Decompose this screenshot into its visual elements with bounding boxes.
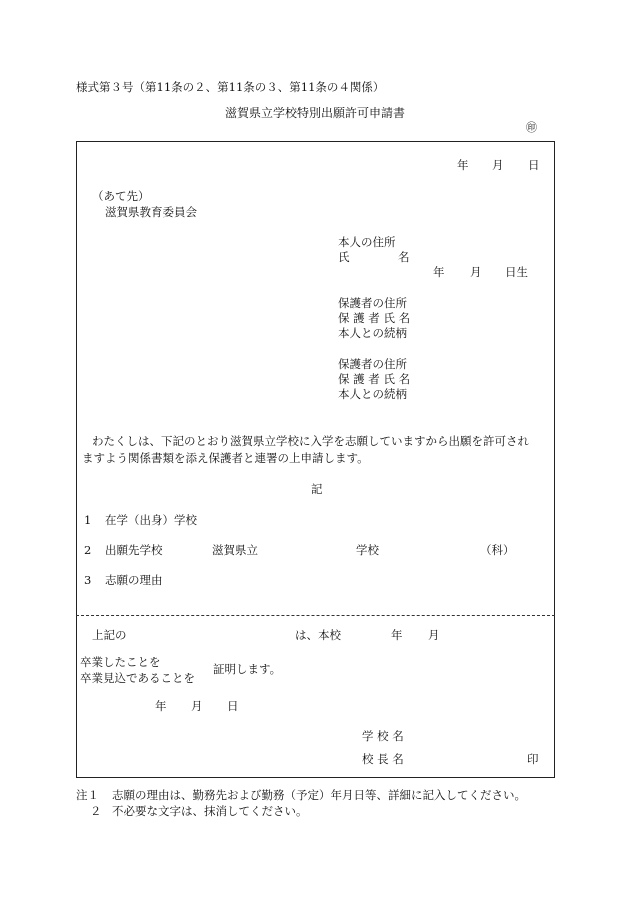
principal-name-label: 校 長 名	[362, 752, 404, 766]
certificate-date-year: 年	[155, 699, 167, 713]
applicant-name-label-1: 氏	[338, 250, 350, 264]
item-1-number: 1	[84, 513, 92, 527]
date-year-label: 年	[457, 158, 469, 172]
addressee-label: （あて先）	[92, 189, 150, 203]
birth-month-label: 月	[470, 265, 482, 279]
date-day-label: 日	[528, 158, 540, 172]
certificate-month: 月	[428, 628, 440, 642]
item-2-prefecture: 滋賀県立	[212, 543, 258, 557]
item-3-label: 志願の理由	[105, 573, 163, 587]
item-2-course: （科）	[480, 543, 515, 557]
addressee-name: 滋賀県教育委員会	[105, 205, 197, 219]
form-number: 様式第３号（第11条の２、第11条の３、第11条の４関係）	[76, 80, 385, 94]
certificate-above-label: 上記の	[92, 628, 127, 642]
certificate-option-expected: 卒業見込であることを	[80, 671, 195, 685]
guardian2-relation-label: 本人との続柄	[338, 387, 407, 401]
certificate-date-month: 月	[191, 699, 203, 713]
birth-year-label: 年	[433, 265, 445, 279]
birth-day-label: 日生	[505, 265, 528, 279]
guardian2-name-label: 保 護 者 氏 名	[338, 372, 411, 386]
seal-mark-icon: ㊞	[526, 121, 537, 134]
certificate-school-suffix: は、本校	[295, 628, 341, 642]
guardian2-address-label: 保護者の住所	[338, 357, 407, 371]
certificate-certify-text: 証明します。	[213, 662, 282, 676]
item-2-number: 2	[84, 543, 92, 557]
note-1-text: 志願の理由は、勤務先および勤務（予定）年月日等、詳細に記入してください。	[112, 788, 526, 802]
applicant-name-label-2: 名	[398, 250, 410, 264]
item-1-label: 在学（出身）学校	[105, 513, 197, 527]
date-month-label: 月	[492, 158, 504, 172]
applicant-address-label: 本人の住所	[338, 235, 396, 249]
certificate-year: 年	[391, 628, 403, 642]
note-1-number: 注１	[76, 788, 99, 802]
certificate-divider	[76, 615, 555, 616]
document-title: 滋賀県立学校特別出願許可申請書	[224, 106, 405, 120]
body-text-line2: ますよう関係書類を添え保護者と連署の上申請します。	[82, 451, 369, 465]
seal-label: 印	[527, 752, 539, 766]
school-name-label: 学 校 名	[362, 729, 404, 743]
item-2-school: 学校	[356, 543, 379, 557]
certificate-option-graduated: 卒業したことを	[80, 655, 161, 669]
item-3-number: 3	[84, 573, 92, 587]
body-text-line1: わたくしは、下記のとおり滋賀県立学校に入学を志願していますから出願を許可され	[92, 434, 529, 448]
ki-heading: 記	[311, 482, 323, 496]
guardian1-address-label: 保護者の住所	[338, 296, 407, 310]
note-2-text: 不必要な文字は、抹消してください。	[112, 804, 308, 818]
item-2-label: 出願先学校	[105, 543, 163, 557]
certificate-date-day: 日	[227, 699, 239, 713]
guardian1-name-label: 保 護 者 氏 名	[338, 311, 411, 325]
note-2-number: ２	[90, 804, 102, 818]
guardian1-relation-label: 本人との続柄	[338, 326, 407, 340]
